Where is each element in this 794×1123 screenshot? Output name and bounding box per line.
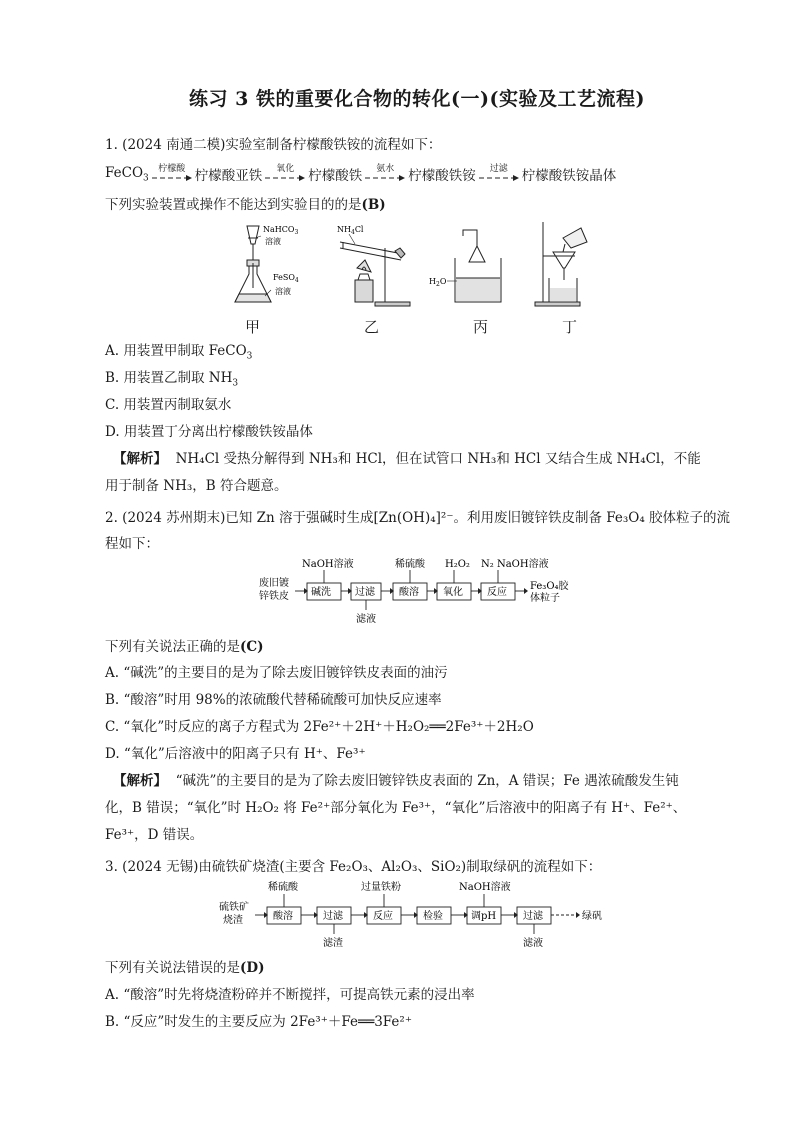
q2-stem-line1: 2. (2024 苏州期末)已知 Zn 溶于强碱时生成[Zn(OH)₄]²⁻。利用废旧镀锌铁皮制备 Fe₃O₄ 胶体粒子的流 — [105, 510, 731, 526]
q2-reagent-h2so4: 稀硫酸 — [395, 559, 425, 570]
q2-flow-diagram — [255, 556, 575, 628]
q3-option-a: A. “酸溶”时先将烧渣粉碎并不断搅拌，可提高铁元素的浸出率 — [105, 987, 475, 1003]
q3-product: 绿矾 — [582, 911, 602, 922]
q1-apparatus-figure — [225, 218, 605, 313]
q3-box-react: 反应 — [373, 911, 393, 922]
q2-box-alkali-wash: 碱洗 — [311, 587, 331, 598]
q3-question: 下列有关说法错误的是(D) — [105, 960, 265, 976]
q2-product-2: 体粒子 — [530, 593, 560, 604]
q2-product-1: Fe₃O₄胶 — [530, 581, 569, 592]
q2-flow-start-1: 废旧镀 — [259, 578, 289, 589]
apparatus-bing — [455, 230, 501, 302]
label-nh4cl: $NH_4Cl$ — [337, 225, 364, 236]
apparatus-label-bing: 丙 — [473, 318, 489, 336]
q2-option-c: C. “氧化”时反应的离子方程式为 2Fe²⁺＋2H⁺＋H₂O₂══2Fe³⁺＋2H₂O — [105, 719, 534, 735]
q3-box-acid-dissolve: 酸溶 — [273, 911, 293, 922]
q3-answer: (D) — [240, 960, 265, 976]
q1-option-c: C. 用装置丙制取氨水 — [105, 397, 232, 413]
q2-analysis: 【解析】 “碱洗”的主要目的是为了除去废旧镀锌铁皮表面的 Zn，A 错误；Fe 遇浓硫酸发生钝化，B 错误；“氧化”时 H₂O₂ 将 Fe²⁺部分氧化为 Fe³⁺，“氧化”后溶液中的阳离子有 H⁺、Fe²⁺、Fe³⁺，D 错误。 — [105, 773, 687, 843]
q2-flow-start-2: 锌铁皮 — [259, 591, 289, 602]
q1-flow-arrow: 柠檬酸 — [152, 164, 192, 182]
q3-residue: 滤渣 — [323, 938, 343, 949]
q3-box-filter-2: 过滤 — [523, 911, 543, 922]
apparatus-yi — [340, 242, 410, 306]
label-nahco3: NaHCO$_3$ — [263, 225, 299, 236]
q3-flow-start-2: 烧渣 — [223, 915, 243, 926]
q2-answer: (C) — [240, 639, 264, 655]
q3-reagent-iron-powder: 过量铁粉 — [361, 882, 401, 893]
q1-flow-item: 柠檬酸铁 — [308, 168, 363, 184]
label-h2o: $H_2O$ — [429, 277, 447, 288]
apparatus-label-ding: 丁 — [562, 318, 578, 336]
q1-option-a: A. 用装置甲制取 FeCO$_3$ — [105, 343, 253, 362]
q1-question: 下列实验装置或操作不能达到实验目的的是(B) — [105, 197, 386, 213]
q1-analysis: 【解析】 NH₄Cl 受热分解得到 NH₃和 HCl，但在试管口 NH₃和 HCl 又结合生成 NH₄Cl，不能用于制备 NH₃，B 符合题意。 — [105, 451, 701, 494]
q3-flow-start-1: 硫铁矿 — [219, 902, 249, 913]
q2-reagent-n2-naoh: N₂ NaOH溶液 — [481, 559, 549, 570]
q2-stem-line2: 程如下： — [105, 536, 159, 552]
q1-option-d: D. 用装置丁分离出柠檬酸铁铵晶体 — [105, 424, 313, 440]
q1-answer: (B) — [361, 197, 386, 213]
label-solution-2: 溶液 — [275, 287, 291, 296]
q2-reagent-naoh: NaOH溶液 — [302, 559, 354, 570]
q2-box-react: 反应 — [487, 587, 507, 598]
q3-box-adjust-ph: 调pH — [471, 911, 497, 922]
q1-flow-item: 柠檬酸铁铵晶体 — [521, 168, 617, 184]
q1-flow-arrow: 过滤 — [479, 164, 519, 182]
q1-flow-arrow: 氧化 — [265, 164, 305, 182]
q1-stem: 1. (2024 南通二模)实验室制备柠檬酸铁铵的流程如下： — [105, 137, 442, 153]
q2-option-d: D. “氧化”后溶液中的阳离子只有 H⁺、Fe³⁺ — [105, 746, 366, 762]
label-solution-1: 溶液 — [265, 237, 281, 246]
q2-box-oxidize: 氧化 — [443, 587, 463, 598]
q3-filtrate: 滤液 — [523, 938, 543, 949]
q3-box-filter-1: 过滤 — [323, 911, 343, 922]
apparatus-label-jia: 甲 — [245, 318, 261, 336]
q3-flow-diagram — [215, 878, 615, 950]
q1-flow — [105, 162, 616, 184]
q2-filtrate: 滤液 — [356, 614, 376, 625]
q1-flow-arrow: 氨水 — [365, 164, 405, 182]
q3-stem: 3. (2024 无锡)由硫铁矿烧渣(主要含 Fe₂O₃、Al₂O₃、SiO₂)制取绿矾的流程如下： — [105, 859, 602, 875]
page-title: 练习 3 铁的重要化合物的转化(一)(实验及工艺流程) — [189, 88, 645, 110]
q3-box-test: 检验 — [423, 911, 443, 922]
apparatus-label-yi: 乙 — [364, 318, 380, 336]
q1-flow-item: 柠檬酸亚铁 — [194, 168, 263, 184]
q3-option-b: B. “反应”时发生的主要反应为 2Fe³⁺＋Fe══3Fe²⁺ — [105, 1014, 412, 1030]
q1-flow-item: FeCO$_3$ — [105, 165, 149, 184]
q2-question: 下列有关说法正确的是(C) — [105, 639, 264, 655]
q2-box-acid-dissolve: 酸溶 — [399, 587, 419, 598]
apparatus-ding — [535, 222, 587, 306]
q3-reagent-h2so4: 稀硫酸 — [268, 882, 298, 893]
q2-box-filter: 过滤 — [355, 587, 375, 598]
q3-reagent-naoh: NaOH溶液 — [459, 882, 511, 893]
q2-reagent-h2o2: H₂O₂ — [445, 559, 470, 570]
q1-option-b: B. 用装置乙制取 $NH_3$ — [105, 370, 239, 389]
label-feso4: FeSO$_4$ — [273, 273, 299, 284]
q2-option-b: B. “酸溶”时用 98%的浓硫酸代替稀硫酸可加快反应速率 — [105, 692, 442, 708]
q1-flow-item: 柠檬酸铁铵 — [408, 168, 476, 184]
q2-option-a: A. “碱洗”的主要目的是为了除去废旧镀锌铁皮表面的油污 — [105, 665, 448, 681]
